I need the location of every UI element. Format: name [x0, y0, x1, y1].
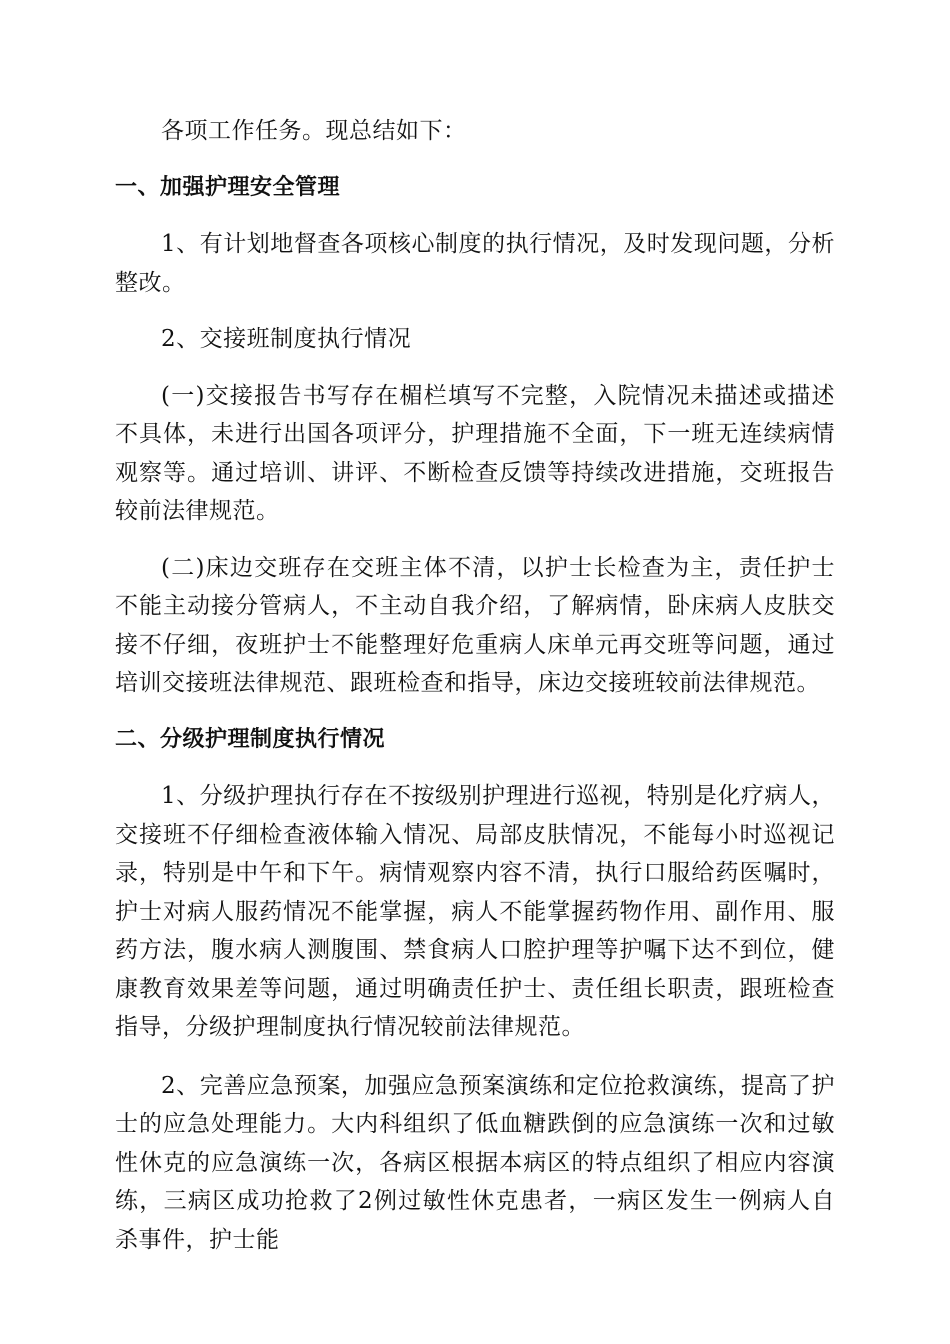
section-heading-2: 二、分级护理制度执行情况: [115, 726, 386, 752]
intro-paragraph: 各项工作任务。现总结如下：: [161, 118, 467, 144]
section-heading-1: 一、加强护理安全管理: [115, 174, 341, 200]
paragraph-1-1: 1、有计划地督查各项核心制度的执行情况，及时发现问题，分析整改。: [115, 231, 835, 296]
paragraph-1-2: 2、交接班制度执行情况: [161, 326, 412, 352]
paragraph-2-1: 1、分级护理执行存在不按级别护理进行巡视，特别是化疗病人，交接班不仔细检查液体输入情况、局部皮肤情况，不能每小时巡视记录，特别是中午和下午。病情观察内容不清，执行口服给药医嘱时，护士对病人服药情况不能掌握，病人不能掌握药物作用、副作用、服药方法，腹水病人测腹围、禁食病人口腔护理等护嘱下达不到位，健康教育效果差等问题，通过明确责任护士、责任组长职责，跟班检查指导，分级护理制度执行情况较前法律规范。: [115, 783, 835, 1040]
document-page: [115, 112, 835, 1259]
paragraph-1-3: (一)交接报告书写存在楣栏填写不完整，入院情况未描述或描述不具体，未进行出国各项评分，护理措施不全面，下一班无连续病情观察等。通过培训、讲评、不断检查反馈等持续改进措施，交班报告较前法律规范。: [115, 382, 835, 524]
paragraph-2-2: 2、完善应急预案，加强应急预案演练和定位抢救演练，提高了护士的应急处理能力。大内科组织了低血糖跌倒的应急演练一次和过敏性休克的应急演练一次，各病区根据本病区的特点组织了相应内容演练，三病区成功抢救了2例过敏性休克患者，一病区发生一例病人自杀事件，护士能: [115, 1072, 835, 1253]
paragraph-1-4: (二)床边交班存在交班主体不清，以护士长检查为主，责任护士不能主动接分管病人，不主动自我介绍，了解病情，卧床病人皮肤交接不仔细，夜班护士不能整理好危重病人床单元再交班等问题，通过培训交接班法律规范、跟班检查和指导，床边交接班较前法律规范。: [115, 554, 835, 696]
